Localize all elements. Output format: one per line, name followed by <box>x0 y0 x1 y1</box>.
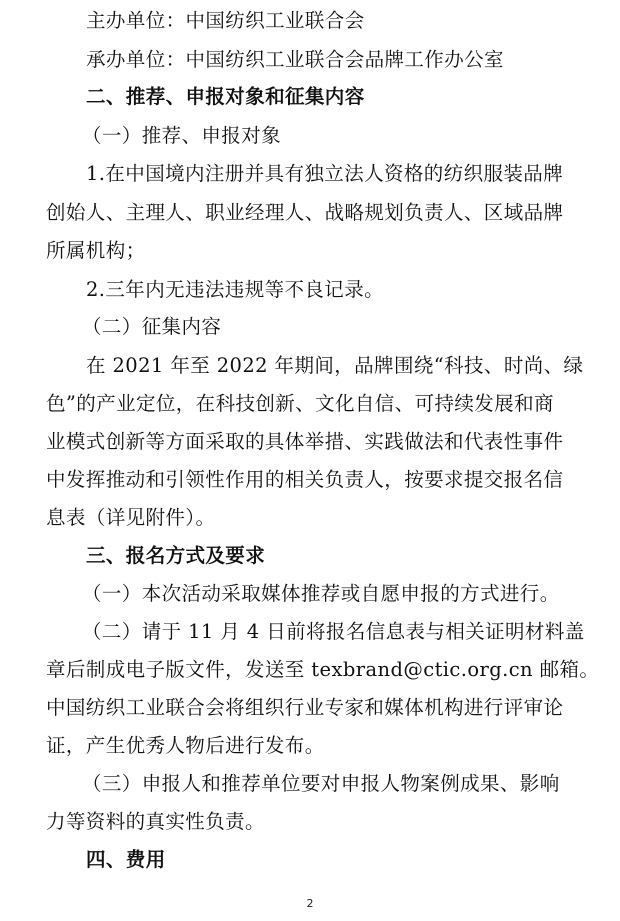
requirement-1-line: （一）本次活动采取媒体推荐或自愿申报的方式进行。 <box>82 582 560 605</box>
content-line-2: 色”的产业定位，在科技创新、文化自信、可持续发展和商 <box>46 392 554 415</box>
content-line-5: 息表（详见附件）。 <box>46 506 216 529</box>
undertaker-organizer-line: 承办单位：中国纺织工业联合会品牌工作办公室 <box>86 48 504 71</box>
section-4-heading: 四、费用 <box>86 848 166 871</box>
section-2-heading: 二、推荐、申报对象和征集内容 <box>86 85 365 108</box>
item-2-line: 2.三年内无违法违规等不良记录。 <box>86 278 385 301</box>
requirement-2-line-3: 中国纺织工业联合会将组织行业专家和媒体机构进行评审论 <box>46 696 564 719</box>
requirement-3-line-2: 力等资料的真实性负责。 <box>46 810 265 833</box>
host-organizer-line: 主办单位：中国纺织工业联合会 <box>86 9 365 32</box>
section-3-heading: 三、报名方式及要求 <box>86 544 266 567</box>
item-1-line-3: 所属机构； <box>46 239 146 262</box>
subsection-2-2-heading: （二）征集内容 <box>82 315 222 338</box>
item-1-line-1: 1.在中国境内注册并具有独立法人资格的纺织服装品牌 <box>86 162 564 185</box>
subsection-2-1-heading: （一）推荐、申报对象 <box>82 124 282 147</box>
requirement-2-line-1: （二）请于 11 月 4 日前将报名信息表与相关证明材料盖 <box>82 620 585 643</box>
item-1-line-2: 创始人、主理人、职业经理人、战略规划负责人、区域品牌 <box>46 201 564 224</box>
page-number: 2 <box>306 897 314 910</box>
content-line-1: 在 2021 年至 2022 年期间，品牌围绕“科技、时尚、绿 <box>86 354 584 377</box>
content-line-3: 业模式创新等方面采取的具体举措、实践做法和代表性事件 <box>46 430 564 453</box>
requirement-2-line-4: 证，产生优秀人物后进行发布。 <box>46 734 325 757</box>
requirement-3-line-1: （三）申报人和推荐单位要对申报人物案例成果、影响 <box>82 772 560 795</box>
requirement-2-line-2: 章后制成电子版文件，发送至 texbrand@ctic.org.cn 邮箱。 <box>46 658 600 681</box>
content-line-4: 中发挥推动和引领性作用的相关负责人，按要求提交报名信 <box>46 468 564 491</box>
